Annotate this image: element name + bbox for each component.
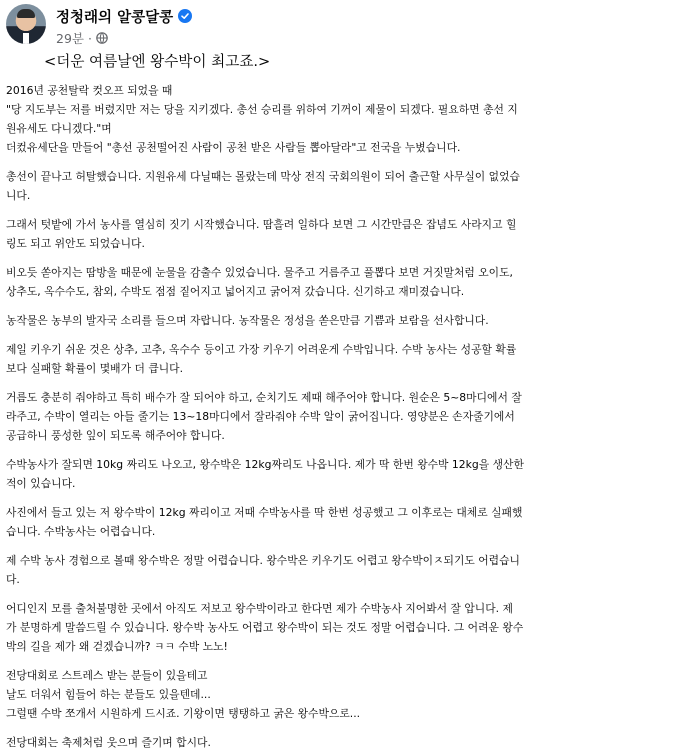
paragraph-line: 날도 더워서 힘들어 하는 분들도 있을텐데... bbox=[6, 688, 211, 701]
paragraph-line: 링도 되고 위안도 되었습니다. bbox=[6, 237, 145, 250]
paragraph-line: "당 지도부는 저를 버렸지만 저는 당을 지키겠다. 총선 승리를 위하여 기꺼이 제물이 되겠다. 필요하면 총선 지 bbox=[6, 103, 518, 116]
post-paragraph bbox=[6, 733, 686, 752]
paragraph-line: 전당대회로 스트레스 받는 분들이 있을테고 bbox=[6, 669, 208, 682]
post-paragraph bbox=[6, 167, 686, 205]
post-paragraph bbox=[6, 263, 686, 301]
author-avatar[interactable] bbox=[6, 4, 46, 44]
avatar-collar bbox=[23, 33, 29, 44]
post-paragraph bbox=[6, 340, 686, 378]
paragraph-line: 습니다. 수박농사는 어렵습니다. bbox=[6, 525, 156, 538]
paragraph-line: 2016년 공천탈락 컷오프 되었을 때 bbox=[6, 84, 173, 97]
post-paragraph bbox=[6, 503, 686, 541]
paragraph-line: 거름도 충분히 줘야하고 특히 배수가 잘 되어야 하고, 순치기도 제때 해주어야 합니다. 원순은 5~8마디에서 잘 bbox=[6, 391, 522, 404]
paragraph-line: 어디인지 모를 출처불명한 곳에서 아직도 저보고 왕수박이라고 한다면 제가 수박농사 지어봐서 잘 압니다. 제 bbox=[6, 602, 513, 615]
post-paragraph bbox=[6, 215, 686, 253]
paragraph-line: 그래서 텃밭에 가서 농사를 열심히 짓기 시작했습니다. 땀흘려 일하다 보면 그 시간만큼은 잡념도 사라지고 힐 bbox=[6, 218, 517, 231]
post-header bbox=[6, 4, 192, 47]
paragraph-line: 가 분명하게 말씀드릴 수 있습니다. 왕수박 농사도 어렵고 왕수박이 되는 것도 정말 어렵습니다. 그 어려운 왕수 bbox=[6, 621, 524, 634]
post-body bbox=[6, 52, 686, 754]
post-paragraph bbox=[6, 81, 686, 157]
paragraph-line: 원유세도 다니겠다."며 bbox=[6, 122, 112, 135]
paragraph-line: 비오듯 쏟아지는 땀방울 때문에 눈물을 감출수 있었습니다. 물주고 거름주고 풀뽑다 보면 거짓말처럼 오이도, bbox=[6, 266, 513, 279]
separator-dot: · bbox=[87, 30, 92, 46]
post-paragraph bbox=[6, 388, 686, 445]
paragraph-line: 보다 실패할 확률이 몇배가 더 큽니다. bbox=[6, 362, 184, 375]
paragraph-line: 적이 있습니다. bbox=[6, 477, 76, 490]
post-subline bbox=[56, 29, 192, 47]
paragraph-line: 더컸유세단을 만들어 "총선 공천떨어진 사람이 공천 받은 사람들 뽑아달라"고 전국을 누볐습니다. bbox=[6, 141, 461, 154]
globe-icon[interactable] bbox=[96, 32, 108, 44]
post-meta bbox=[56, 4, 192, 47]
paragraph-line: 공급하니 풍성한 잎이 되도록 해주어야 합니다. bbox=[6, 429, 225, 442]
verified-badge-icon bbox=[178, 9, 192, 23]
post-paragraph bbox=[6, 455, 686, 493]
paragraph-line: 수박농사가 잘되면 10kg 짜리도 나오고, 왕수박은 12kg짜리도 나옵니다. 제가 딱 한번 왕수박 12kg을 생산한 bbox=[6, 458, 524, 471]
paragraph-line: 박의 길을 제가 왜 걷겠습니까? ㅋㅋ 수박 노노! bbox=[6, 640, 228, 653]
paragraph-line: 제 수박 농사 경험으로 볼때 왕수박은 정말 어렵습니다. 왕수박은 키우기도 어렵고 왕수박이ㅈ되기도 어렵습니 bbox=[6, 554, 520, 567]
post-paragraph bbox=[6, 666, 686, 723]
avatar-hair bbox=[17, 9, 35, 18]
paragraph-line: 니다. bbox=[6, 189, 31, 202]
post-paragraphs bbox=[6, 81, 686, 752]
paragraph-line: 라주고, 수박이 열리는 아들 줄기는 13~18마디에서 잘라줘야 수박 알이 굵어집니다. 영양분은 손자줄기에서 bbox=[6, 410, 515, 423]
paragraph-line: 총선이 끝나고 허탈했습니다. 지원유세 다닐때는 몰랐는데 막상 전직 국회의원이 되어 출근할 사무실이 없었습 bbox=[6, 170, 520, 183]
post-paragraph bbox=[6, 551, 686, 589]
post-paragraph bbox=[6, 599, 686, 656]
paragraph-line: 전당대회는 축제처럼 웃으며 즐기며 합시다. bbox=[6, 736, 211, 749]
paragraph-line: 그럴땐 수박 쪼개서 시원하게 드시죠. 기왕이면 탱탱하고 굵은 왕수박으로... bbox=[6, 707, 361, 720]
paragraph-line: 상추도, 옥수수도, 참외, 수박도 점점 짙어지고 넓어지고 굵어져 갔습니다. 신기하고 재미졌습니다. bbox=[6, 285, 465, 298]
post-paragraph bbox=[6, 311, 686, 330]
paragraph-line: 사진에서 들고 있는 저 왕수박이 12kg 짜리이고 저때 수박농사를 딱 한번 성공했고 그 이후로는 대체로 실패했 bbox=[6, 506, 523, 519]
post-timestamp[interactable]: 29분 bbox=[56, 31, 84, 46]
author-row bbox=[56, 6, 192, 26]
paragraph-line: 다. bbox=[6, 573, 20, 586]
paragraph-line: 제일 키우기 쉬운 것은 상추, 고추, 옥수수 등이고 가장 키우기 어려운게 수박입니다. 수박 농사는 성공할 확률 bbox=[6, 343, 517, 356]
author-name[interactable]: 정청래의 알콩달콩 bbox=[56, 9, 174, 26]
paragraph-line: 농작물은 농부의 발자국 소리를 들으며 자랍니다. 농작물은 정성을 쏟은만큼 기쁨과 보람을 선사합니다. bbox=[6, 314, 489, 327]
post-title: <더운 여름날엔 왕수박이 최고죠.> bbox=[44, 53, 271, 70]
